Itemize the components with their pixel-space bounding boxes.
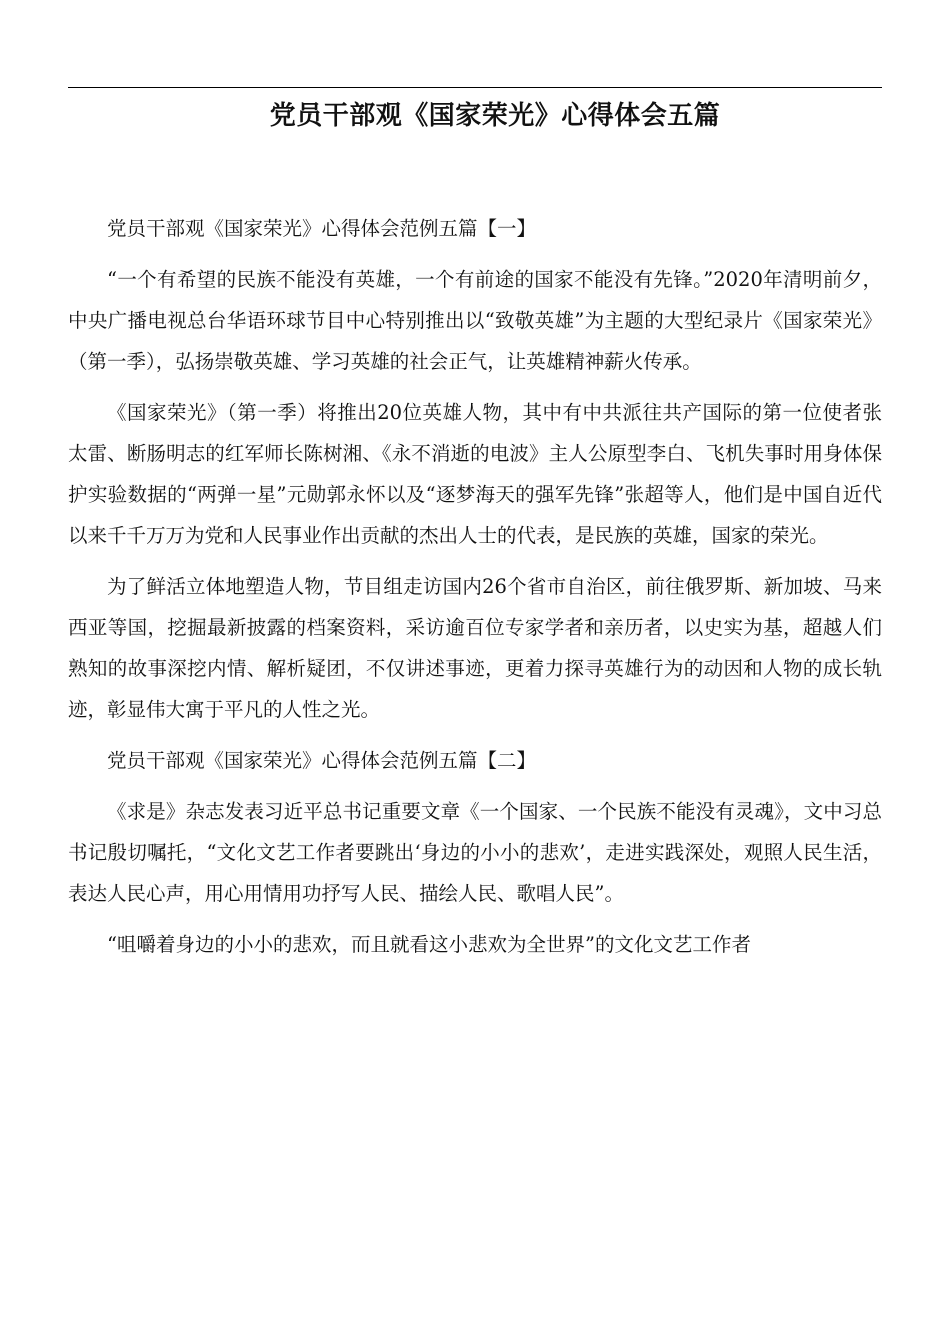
section-heading-2: 党员干部观《国家荣光》心得体会范例五篇【二】 [107,749,537,772]
paragraph: 为了鲜活立体地塑造人物，节目组走访国内26个省市自治区，前往俄罗斯、新加坡、马来西亚等国，挖掘最新披露的档案资料，采访逾百位专家学者和亲历者，以史实为基，超越人们熟知的故事深挖内情、解析疑团，不仅讲述事迹，更着力探寻英雄行为的动因和人物的成长轨迹，彰显伟大寓于平凡的人性之光。 [68,575,882,721]
section-heading-1: 党员干部观《国家荣光》心得体会范例五篇【一】 [107,217,537,240]
header-rule [68,87,882,88]
paragraph: 《求是》杂志发表习近平总书记重要文章《一个国家、一个民族不能没有灵魂》，文中习总书记殷切嘱托，“文化文艺工作者要跳出‘身边的小小的悲欢’，走进实践深处，观照人民生活，表达人民心声，用心用情用功抒写人民、描绘人民、歌唱人民”。 [68,800,882,905]
paragraph: 《国家荣光》（第一季）将推出20位英雄人物，其中有中共派往共产国际的第一位使者张太雷、断肠明志的红军师长陈树湘、《永不消逝的电波》主人公原型李白、飞机失事时用身体保护实验数据的“两弹一星”元勋郭永怀以及“逐梦海天的强军先锋”张超等人，他们是中国自近代以来千千万万为党和人民事业作出贡献的杰出人士的代表，是民族的英雄，国家的荣光。 [68,401,882,547]
paragraph: “咀嚼着身边的小小的悲欢，而且就看这小悲欢为全世界”的文化文艺工作者 [107,933,751,956]
document-body [68,208,882,975]
paragraph: “一个有希望的民族不能没有英雄，一个有前途的国家不能没有先锋。”2020年清明前夕，中央广播电视总台华语环球节目中心特别推出以“致敬英雄”为主题的大型纪录片《国家荣光》（第一季），弘扬崇敬英雄、学习英雄的社会正气，让英雄精神薪火传承。 [68,268,882,373]
document-title: 党员干部观《国家荣光》心得体会五篇 [269,101,721,131]
